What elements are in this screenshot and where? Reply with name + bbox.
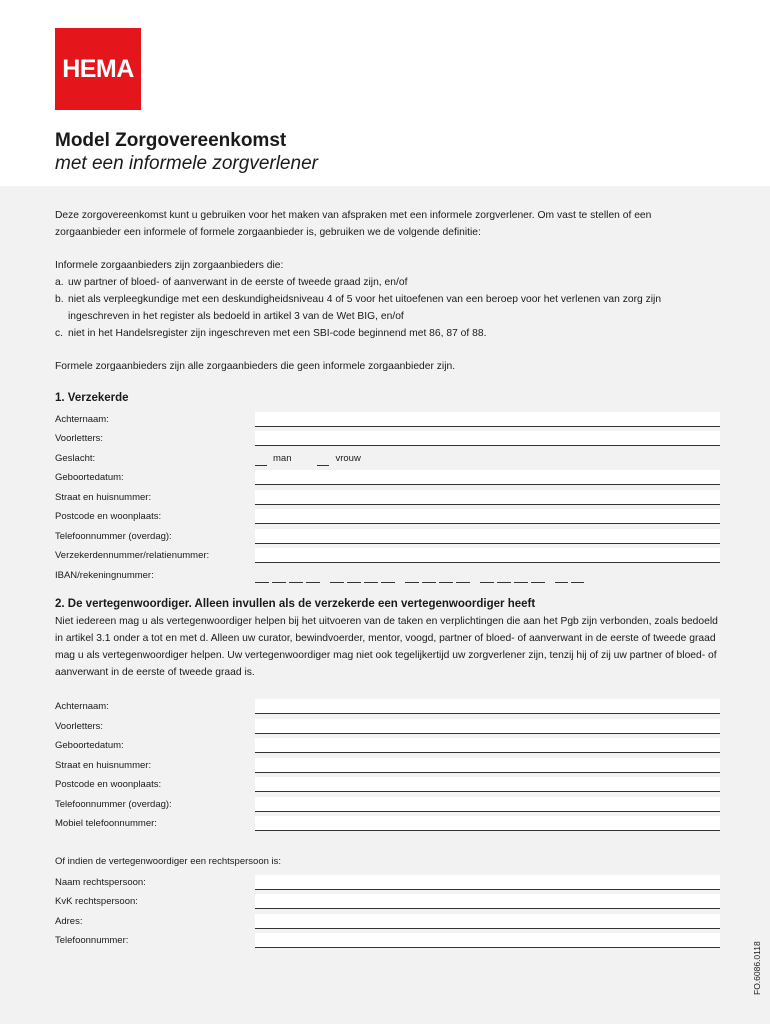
rep-telefoon-input[interactable] (255, 792, 720, 812)
field-label: Voorletters: (55, 720, 104, 732)
rep-geboortedatum-input[interactable] (255, 733, 720, 753)
logo-text: HEMA (62, 54, 134, 83)
page-subtitle: met een informele zorgverlener (55, 153, 318, 174)
definition-item (55, 325, 720, 342)
field-label: Mobiel telefoonnummer: (55, 818, 157, 829)
hema-logo (55, 28, 141, 110)
field-iban (55, 563, 720, 583)
rep-field-geboortedatum (55, 734, 720, 754)
rep-field-voorletters (55, 714, 720, 734)
geboortedatum-input[interactable] (255, 465, 720, 485)
telefoon-input[interactable] (255, 524, 720, 544)
form-code: FO.6086.0118 (752, 941, 762, 995)
section2-paragraph: Niet iedereen mag u als vertegenwoordiger helpen bij het uitvoeren van de taken en verplichtingen die aan het Pgb zijn verbonden, zoals bedoeld in artikel 3.1 onder a tot en met d. Alleen uw curator, bewindvoerder, mentor, voogd, partner of bloed- of aanverwant in de eerste of tweede graad mag u als vertegenwoordiger helpen. Uw vertegenwoordiger mag niet ook tegelijkertijd uw zorgverlener zijn, tenzij hij of zij uw partner of bloed- of aanverwant in de eerste of tweede graad is. (55, 615, 718, 678)
rep-mobiel-input[interactable] (255, 811, 720, 831)
field-geboortedatum (55, 466, 720, 486)
form-content (55, 207, 720, 948)
list-marker: c. (55, 328, 64, 339)
field-achternaam (55, 407, 720, 427)
gender-man-label: man (273, 452, 292, 464)
field-verzekerdennummer (55, 544, 720, 564)
definition-item (55, 291, 720, 325)
field-postcode (55, 505, 720, 525)
field-label: Achternaam: (55, 701, 109, 712)
rep-voorletters-input[interactable] (255, 714, 720, 734)
list-text: uw partner of bloed- of aanverwant in de eerste of tweede graad zijn, en/of (68, 277, 408, 288)
gender-man-blank[interactable] (255, 454, 267, 466)
rep-field-postcode (55, 773, 720, 793)
rep-straat-input[interactable] (255, 753, 720, 773)
title-block (55, 130, 318, 176)
rep-field-telefoon (55, 792, 720, 812)
field-label: Achternaam: (55, 413, 109, 425)
field-label: Geboortedatum: (55, 472, 124, 483)
field-label: Straat en huisnummer: (55, 491, 152, 503)
field-label: Telefoonnummer (overdag): (55, 798, 172, 810)
gender-vrouw-blank[interactable] (317, 454, 329, 466)
rp-field-telefoon (55, 929, 720, 949)
section1-heading: 1. Verzekerde (55, 392, 129, 404)
page-title: Model Zorgovereenkomst (55, 130, 287, 151)
field-label: IBAN/rekeningnummer: (55, 569, 154, 581)
iban-input[interactable] (255, 570, 584, 583)
rp-field-naam (55, 870, 720, 890)
achternaam-input[interactable] (255, 407, 720, 427)
field-label: Telefoonnummer: (55, 935, 129, 946)
rep-field-achternaam (55, 695, 720, 715)
field-voorletters (55, 427, 720, 447)
field-label: KvK rechtspersoon: (55, 896, 138, 907)
list-text: niet in het Handelsregister zijn ingeschreven met een SBI-code beginnend met 86, 87 of 88. (68, 328, 487, 339)
rp-field-adres (55, 909, 720, 929)
field-label: Postcode en woonplaats: (55, 511, 162, 522)
list-marker: a. (55, 277, 64, 288)
field-label: Naam rechtspersoon: (55, 876, 146, 888)
rp-kvk-input[interactable] (255, 889, 720, 909)
definition-heading: Informele zorgaanbieders zijn zorgaanbieders die: (55, 260, 284, 271)
field-geslacht (55, 446, 720, 466)
list-text: niet als verpleegkundige met een deskundigheidsniveau 4 of 5 voor het uitoefenen van een beroep voor het verlenen van zorg zijn ingeschreven in het register als bedoeld in artikel 3 van de Wet BIG, en/of (68, 294, 662, 322)
rp-telefoon-input[interactable] (255, 928, 720, 948)
field-label: Verzekerdennummer/relatienummer: (55, 550, 210, 561)
field-label: Voorletters: (55, 433, 104, 444)
rep-field-mobiel (55, 812, 720, 832)
section2-heading: 2. De vertegenwoordiger. Alleen invullen als de verzekerde een vertegenwoordiger heeft (55, 597, 536, 610)
field-label: Postcode en woonplaats: (55, 779, 162, 790)
field-telefoon (55, 524, 720, 544)
straat-input[interactable] (255, 485, 720, 505)
list-marker: b. (55, 294, 64, 305)
rep-achternaam-input[interactable] (255, 694, 720, 714)
definition-item (55, 274, 720, 291)
rp-field-kvk (55, 890, 720, 910)
voorletters-input[interactable] (255, 426, 720, 446)
rp-naam-input[interactable] (255, 870, 720, 890)
rep-postcode-input[interactable] (255, 772, 720, 792)
intro-paragraph: Deze zorgovereenkomst kunt u gebruiken voor het maken van afspraken met een informele zorgverlener. Om vast te stellen of een zorgaanbieder een informele of formele zorgaanbieder is, gebruiken we de volgende definitie: (55, 210, 652, 238)
field-label: Geslacht: (55, 452, 96, 464)
gender-vrouw-label: vrouw (335, 452, 361, 464)
postcode-input[interactable] (255, 504, 720, 524)
field-label: Adres: (55, 915, 83, 927)
verzekerdennummer-input[interactable] (255, 543, 720, 563)
field-straat (55, 485, 720, 505)
field-label: Geboortedatum: (55, 740, 124, 751)
rechtspersoon-intro: Of indien de vertegenwoordiger een rechtspersoon is: (55, 856, 282, 867)
gender-options (255, 452, 361, 466)
field-label: Telefoonnummer (overdag): (55, 530, 172, 542)
rep-field-straat (55, 753, 720, 773)
rp-adres-input[interactable] (255, 909, 720, 929)
formal-definition: Formele zorgaanbieders zijn alle zorgaanbieders die geen informele zorgaanbieder zijn. (55, 361, 456, 372)
field-label: Straat en huisnummer: (55, 759, 152, 771)
